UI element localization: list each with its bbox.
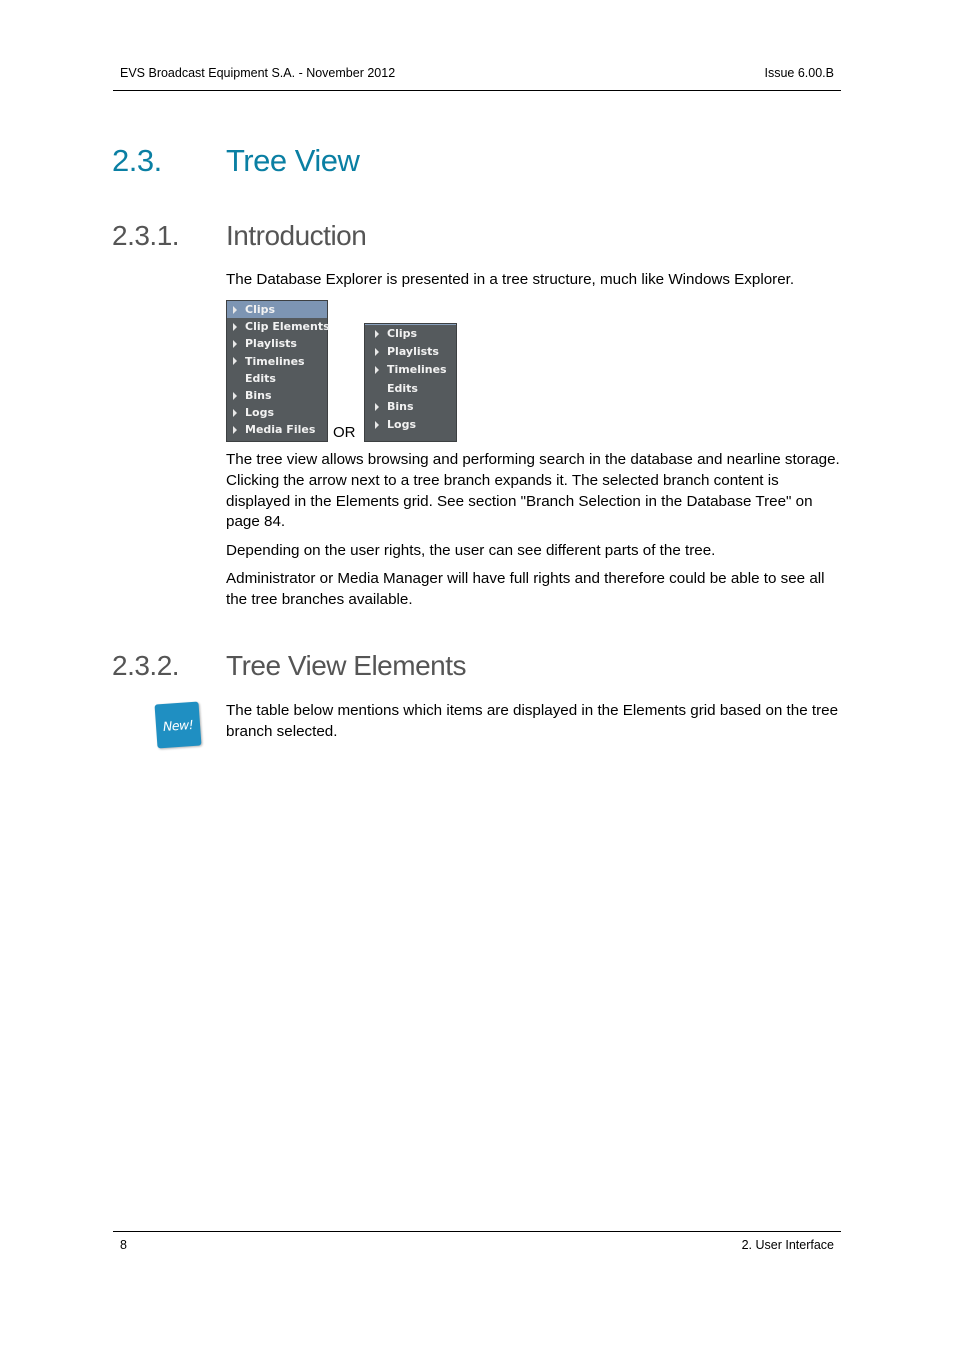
tree-node-bins[interactable] [227, 387, 327, 404]
page-number: 8 [120, 1238, 127, 1252]
intro-paragraph-4: Administrator or Media Manager will have full rights and therefore could be able to see all the tree branches available. [226, 570, 825, 608]
expand-arrow-icon[interactable] [375, 348, 379, 356]
tree-node-label: Playlists [245, 337, 297, 351]
footer-chapter: 2. User Interface [741, 1238, 834, 1252]
expand-arrow-icon[interactable] [375, 330, 379, 338]
tree-full-screenshot [226, 300, 328, 442]
expand-arrow-icon[interactable] [233, 323, 237, 331]
tree-node-label: Clips [245, 303, 276, 316]
tree-node-label: Timelines [387, 363, 447, 377]
tree-node-label: Bins [387, 399, 414, 413]
tree-node-logs[interactable] [365, 416, 456, 434]
section-number: 2.3. [112, 143, 162, 178]
expand-arrow-icon[interactable] [233, 340, 237, 348]
intro-paragraph-2: The tree view allows browsing and performing search in the database and nearline storage. Clicking the arrow next to a tree branch expands it. The selected branch content is displayed in the Elements grid. See section "Branch Selection in the Database Tree" on page 84. [226, 451, 840, 531]
tree-node-label: Clips [387, 327, 418, 340]
tree-node-label: Edits [245, 371, 276, 385]
tree-node-playlists[interactable] [365, 343, 456, 361]
elements-paragraph: The table below mentions which items are displayed in the Elements grid based on the tree branch selected. [226, 702, 839, 740]
expand-arrow-icon[interactable] [233, 306, 237, 314]
tree-node-edits[interactable] [227, 370, 327, 387]
tree-node-clips[interactable] [227, 301, 327, 318]
tree-node-media-files[interactable] [227, 421, 327, 438]
tree-node-label: Media Files [245, 423, 316, 437]
expand-arrow-icon[interactable] [233, 357, 237, 365]
tree-node-label: Logs [387, 417, 416, 431]
tree-node-label: Clip Elements [245, 320, 330, 334]
tree-node-logs[interactable] [227, 404, 327, 421]
tree-node-timelines[interactable] [227, 353, 327, 370]
tree-node-label: Playlists [387, 345, 439, 359]
or-label: OR [333, 424, 356, 441]
intro-title: Introduction [226, 220, 367, 251]
elements-title: Tree View Elements [226, 650, 466, 681]
tree-node-label: Edits [387, 381, 418, 395]
section-title: Tree View [226, 143, 360, 178]
expand-arrow-icon[interactable] [375, 403, 379, 411]
tree-node-label: Logs [245, 406, 274, 420]
tree-node-edits[interactable] [365, 380, 456, 398]
intro-paragraph-1: The Database Explorer is presented in a tree structure, much like Windows Explorer. [226, 271, 795, 288]
tree-node-playlists[interactable] [227, 335, 327, 352]
tree-node-label: Bins [245, 388, 272, 402]
expand-arrow-icon[interactable] [233, 409, 237, 417]
tree-node-clips[interactable] [365, 324, 456, 343]
tree-node-label: Timelines [245, 354, 305, 368]
header-left: EVS Broadcast Equipment S.A. - November 2012 [120, 66, 396, 80]
tree-node-bins[interactable] [365, 398, 456, 416]
expand-arrow-icon[interactable] [233, 392, 237, 400]
tree-limited-screenshot [364, 323, 457, 442]
new-badge-icon: New! [155, 702, 202, 749]
expand-arrow-icon[interactable] [375, 366, 379, 374]
tree-node-timelines[interactable] [365, 361, 456, 379]
expand-arrow-icon[interactable] [375, 421, 379, 429]
header-right: Issue 6.00.B [764, 66, 834, 80]
tree-node-clip-elements[interactable] [227, 318, 330, 335]
footer-rule [113, 1231, 841, 1232]
header-rule [113, 90, 841, 91]
elements-number: 2.3.2. [112, 650, 180, 681]
intro-paragraph-3: Depending on the user rights, the user can see different parts of the tree. [226, 542, 716, 559]
expand-arrow-icon[interactable] [233, 426, 237, 434]
intro-number: 2.3.1. [112, 220, 180, 251]
